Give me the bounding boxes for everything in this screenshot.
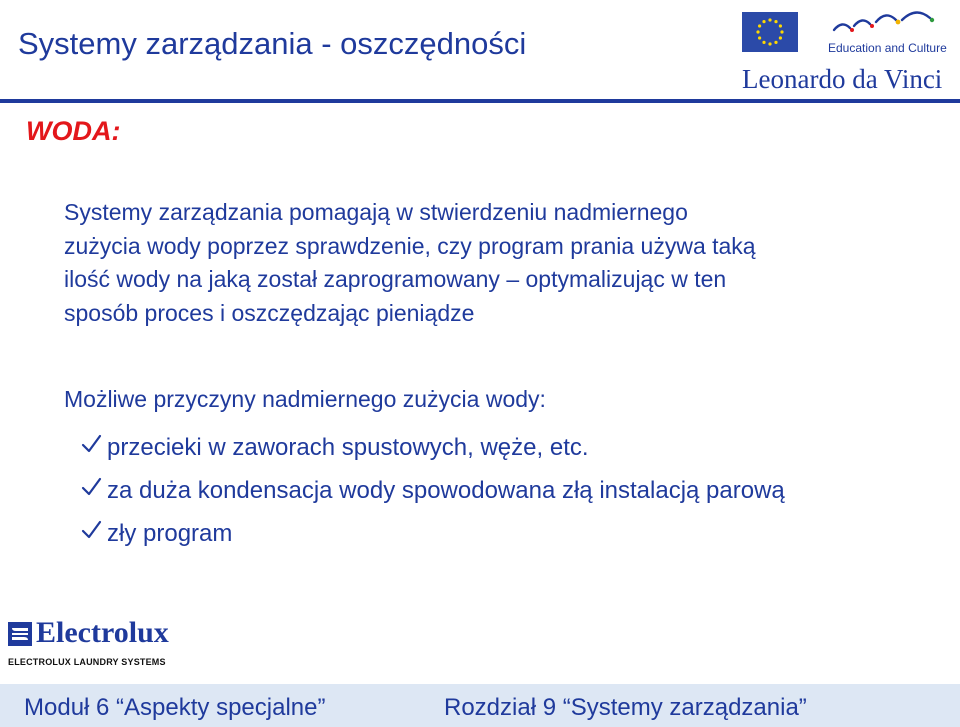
leonardo-birds-icon [832,8,942,43]
cause-text: przecieki w zaworach spustowych, węże, etc. [107,433,589,461]
checkmark-icon [80,519,104,548]
causes-title: Możliwe przyczyny nadmiernego zużycia wody: [64,386,546,412]
paragraph-line: sposób proces i oszczędzając pieniądze [64,299,475,326]
causes-list [80,426,785,555]
brand-subtitle: ELECTROLUX LAUNDRY SYSTEMS [8,657,166,667]
paragraph-line: Systemy zarządzania pomagają w stwierdzeniu nadmiernego [64,199,688,225]
footer-module: Moduł 6 “Aspekty specjalne” [24,694,326,721]
list-item [80,469,785,512]
cause-text: zły program [107,519,233,547]
footer-chapter: Rozdział 9 “Systemy zarządzania” [444,694,807,721]
section-heading: WODA: [26,116,121,146]
paragraph-line: zużycia wody poprzez sprawdzenie, czy program prania używa taką [64,232,756,259]
eu-flag-icon [742,12,798,52]
sponsor-logos [740,8,956,96]
cause-text: za duża kondensacja wody spowodowana złą instalacją parową [107,476,785,504]
checkmark-icon [80,476,104,505]
electrolux-mark-icon [8,622,32,651]
list-item [80,512,785,555]
description-paragraph [64,196,944,330]
brand-name: Electrolux [36,616,169,649]
paragraph-line: ilość wody na jaką został zaprogramowany – optymalizując w ten [64,266,727,292]
list-item [80,426,785,469]
header-divider [0,99,960,103]
program-name: Leonardo da Vinci [742,64,943,94]
eu-stars-icon [742,12,798,52]
program-text: Education and Culture [828,41,947,55]
page-title: Systemy zarządzania - oszczędności [18,26,527,61]
checkmark-icon [80,433,104,462]
